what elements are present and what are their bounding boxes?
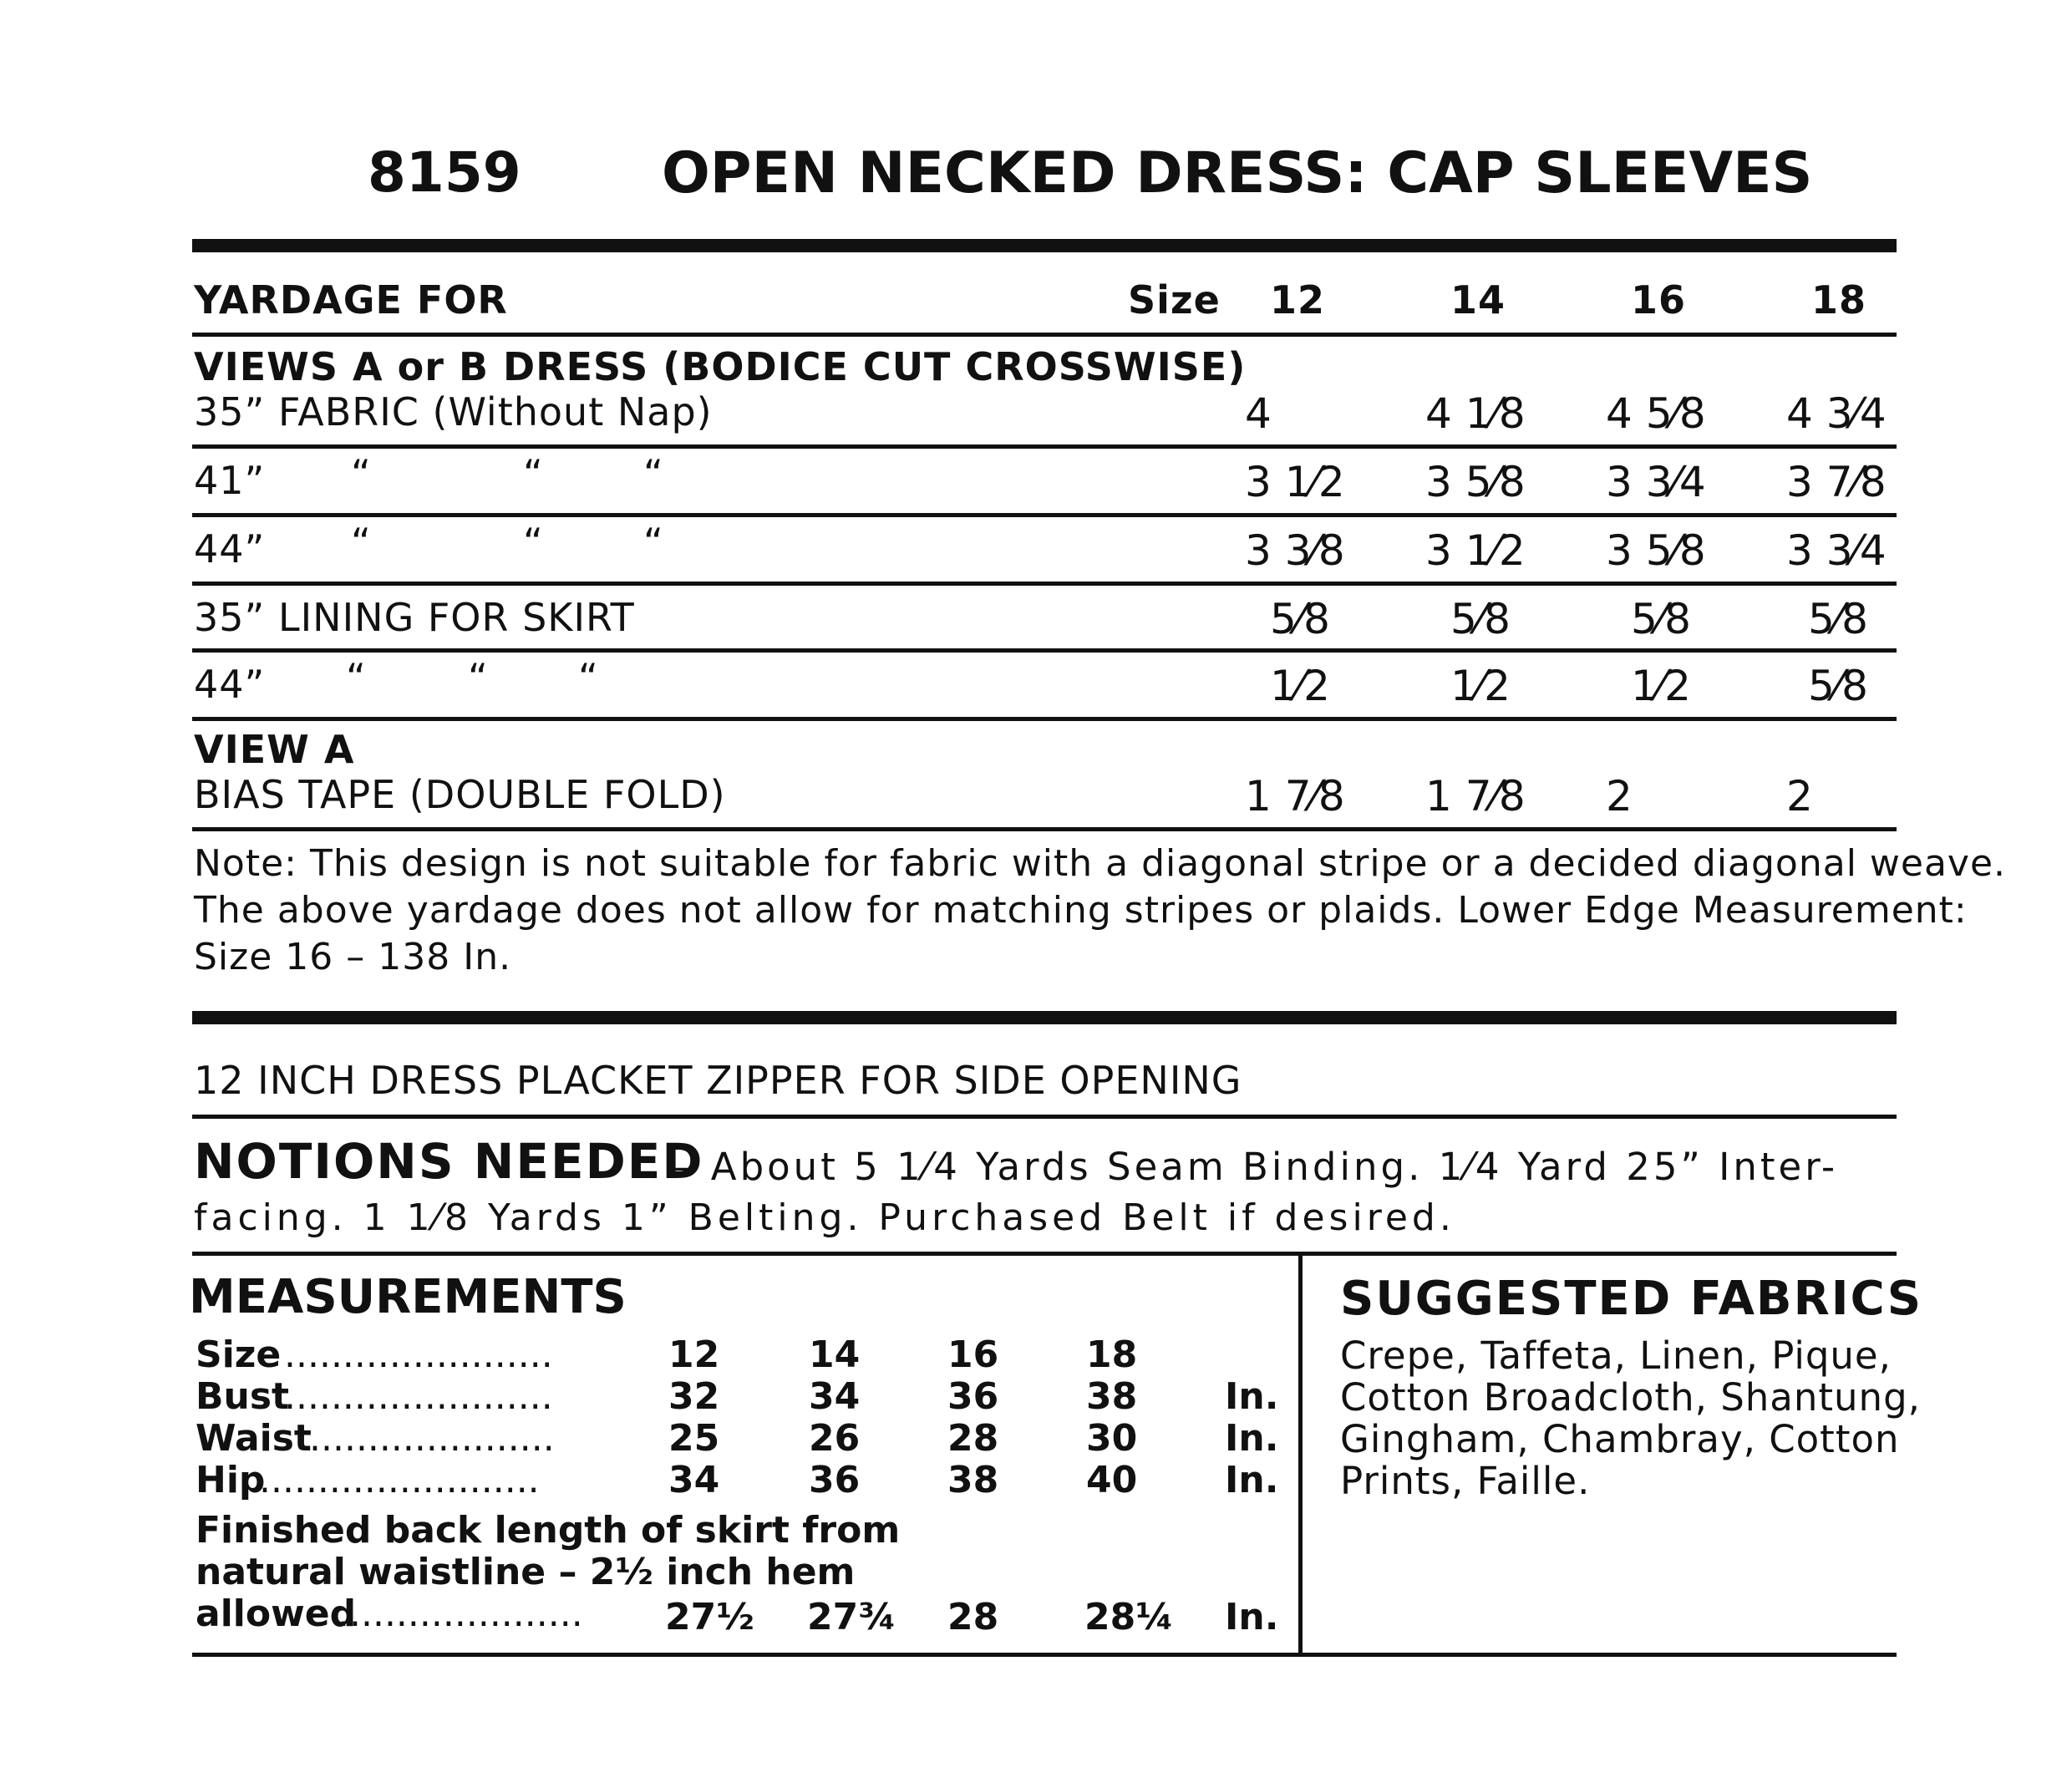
yardage-value: 3 7⁄8 (1786, 458, 1887, 506)
measurement-value: 32 (668, 1375, 720, 1418)
leader-dots: ..................... (338, 1592, 583, 1635)
row-label: 41” (194, 458, 266, 503)
row-rule (192, 582, 1897, 586)
ditto-mark: “ (346, 655, 367, 700)
measurement-unit: In. (1225, 1596, 1279, 1638)
bottom-rule (192, 1653, 1897, 1657)
yardage-value: 4 3⁄4 (1786, 389, 1887, 438)
size-label: Size (1128, 277, 1221, 323)
measurement-unit: In. (1225, 1417, 1279, 1460)
leader-dots: ..................... (309, 1417, 555, 1460)
measurement-unit: In. (1225, 1459, 1279, 1501)
top-thick-rule (192, 239, 1897, 252)
row-rule (192, 513, 1897, 517)
measurement-value: 36 (947, 1375, 999, 1418)
page-title: OPEN NECKED DRESS: CAP SLEEVES (662, 140, 1813, 206)
row-label: BIAS TAPE (DOUBLE FOLD) (194, 772, 726, 817)
yardage-value: 3 1⁄2 (1245, 458, 1345, 506)
skirt-length-label: allowed (196, 1592, 357, 1635)
skirt-length-label: Finished back length of skirt from (196, 1509, 901, 1552)
note-line: The above yardage does not allow for matching stripes or plaids. Lower Edge Measurement: (194, 889, 1968, 932)
notions-line: facing. 1 1⁄8 Yards 1” Belting. Purchased Belt if desired. (194, 1196, 1455, 1239)
yardage-value: 1 7⁄8 (1425, 772, 1526, 820)
leader-dots: ........................ (259, 1459, 540, 1501)
fabrics-heading: SUGGESTED FABRICS (1340, 1272, 1923, 1326)
notions-heading: NOTIONS NEEDED (194, 1133, 704, 1190)
yardage-value: 3 3⁄4 (1786, 526, 1887, 575)
yardage-value: 4 1⁄8 (1425, 389, 1526, 438)
row-rule (192, 1115, 1897, 1119)
ditto-mark: “ (523, 451, 544, 496)
measurement-label: Hip (196, 1459, 266, 1501)
skirt-length-value: 28¼ (1084, 1596, 1174, 1638)
row-label: 35” LINING FOR SKIRT (194, 595, 635, 640)
size-header: 18 (1811, 277, 1867, 323)
ditto-mark: “ (523, 520, 544, 565)
measurement-value: 12 (668, 1333, 720, 1376)
fabrics-line: Crepe, Taffeta, Linen, Pique, (1340, 1333, 1892, 1378)
yardage-value: 1 7⁄8 (1245, 772, 1345, 820)
measurement-value: 25 (668, 1417, 720, 1460)
yardage-value: 3 5⁄8 (1606, 526, 1706, 575)
row-rule (192, 717, 1897, 721)
yardage-value: 5⁄8 (1808, 595, 1868, 643)
ditto-mark: “ (643, 451, 664, 496)
row-rule (192, 444, 1897, 449)
row-rule (192, 1252, 1897, 1256)
skirt-length-value: 27¾ (807, 1596, 896, 1638)
size-header: 16 (1631, 277, 1687, 323)
row-label: 44” (194, 662, 266, 707)
yardage-value: 5⁄8 (1808, 662, 1868, 710)
ditto-mark: “ (351, 520, 372, 565)
fabrics-line: Gingham, Chambray, Cotton (1340, 1417, 1900, 1461)
measurement-value: 34 (809, 1375, 861, 1418)
yardage-heading: YARDAGE FOR (194, 277, 508, 323)
measurement-value: 14 (809, 1333, 861, 1376)
fabrics-line: Prints, Faille. (1340, 1459, 1591, 1503)
measurement-value: 30 (1086, 1417, 1138, 1460)
row-label: 35” FABRIC (Without Nap) (194, 389, 713, 434)
measurements-heading: MEASUREMENTS (189, 1270, 627, 1324)
row-label-line1: VIEW A (194, 727, 355, 772)
skirt-length-value: 28 (947, 1596, 999, 1638)
measurement-value: 40 (1086, 1459, 1138, 1501)
pattern-number: 8159 (368, 140, 521, 205)
yardage-value: 3 3⁄4 (1606, 458, 1706, 506)
leader-dots: ....................... (284, 1375, 553, 1418)
note-line: Size 16 – 138 In. (194, 936, 512, 978)
yardage-value: 5⁄8 (1450, 595, 1511, 643)
row-label: 44” (194, 526, 266, 571)
measurement-value: 34 (668, 1459, 720, 1501)
yardage-value: 3 3⁄8 (1245, 526, 1345, 575)
measurement-label: Bust (196, 1375, 290, 1418)
skirt-length-label: natural waistline – 2½ inch hem (196, 1551, 856, 1593)
yardage-value: 4 (1245, 389, 1272, 438)
column-divider (1298, 1252, 1303, 1656)
measurement-value: 38 (1086, 1375, 1138, 1418)
yardage-value: 3 1⁄2 (1425, 526, 1526, 575)
middle-thick-rule (192, 1011, 1897, 1024)
ditto-mark: “ (643, 520, 664, 565)
measurement-label: Size (196, 1333, 282, 1376)
fabrics-line: Cotton Broadcloth, Shantung, (1340, 1375, 1921, 1420)
yardage-value: 1⁄2 (1450, 662, 1511, 710)
yardage-value: 3 5⁄8 (1425, 458, 1526, 506)
measurement-value: 26 (809, 1417, 861, 1460)
row-rule (192, 827, 1897, 831)
yardage-value: 1⁄2 (1270, 662, 1330, 710)
ditto-mark: “ (578, 655, 599, 700)
row-rule (192, 648, 1897, 653)
ditto-mark: “ (468, 655, 489, 700)
yardage-value: 5⁄8 (1631, 595, 1691, 643)
leader-dots: ....................... (284, 1333, 553, 1376)
ditto-mark: “ (351, 451, 372, 496)
yardage-value: 2 (1786, 772, 1813, 820)
measurement-value: 28 (947, 1417, 999, 1460)
yardage-value: 4 5⁄8 (1606, 389, 1706, 438)
size-header: 14 (1450, 277, 1506, 323)
size-header: 12 (1270, 277, 1326, 323)
measurement-value: 16 (947, 1333, 999, 1376)
yardage-value: 2 (1606, 772, 1633, 820)
measurement-value: 38 (947, 1459, 999, 1501)
yardage-value: 5⁄8 (1270, 595, 1330, 643)
measurement-value: 36 (809, 1459, 861, 1501)
note-line: Note: This design is not suitable for fabric with a diagonal stripe or a decided diagonal weave. (194, 842, 2007, 885)
row-label-line1: VIEWS A or B DRESS (BODICE CUT CROSSWISE) (194, 344, 1247, 389)
row-rule (192, 333, 1897, 337)
notions-line: – About 5 1⁄4 Yards Seam Binding. 1⁄4 Yard 25” Inter- (673, 1145, 1839, 1189)
measurement-label: Waist (196, 1417, 312, 1460)
yardage-value: 1⁄2 (1631, 662, 1691, 710)
skirt-length-value: 27½ (665, 1596, 754, 1638)
zipper-note: 12 INCH DRESS PLACKET ZIPPER FOR SIDE OPENING (194, 1058, 1242, 1103)
measurement-value: 18 (1086, 1333, 1138, 1376)
measurement-unit: In. (1225, 1375, 1279, 1418)
